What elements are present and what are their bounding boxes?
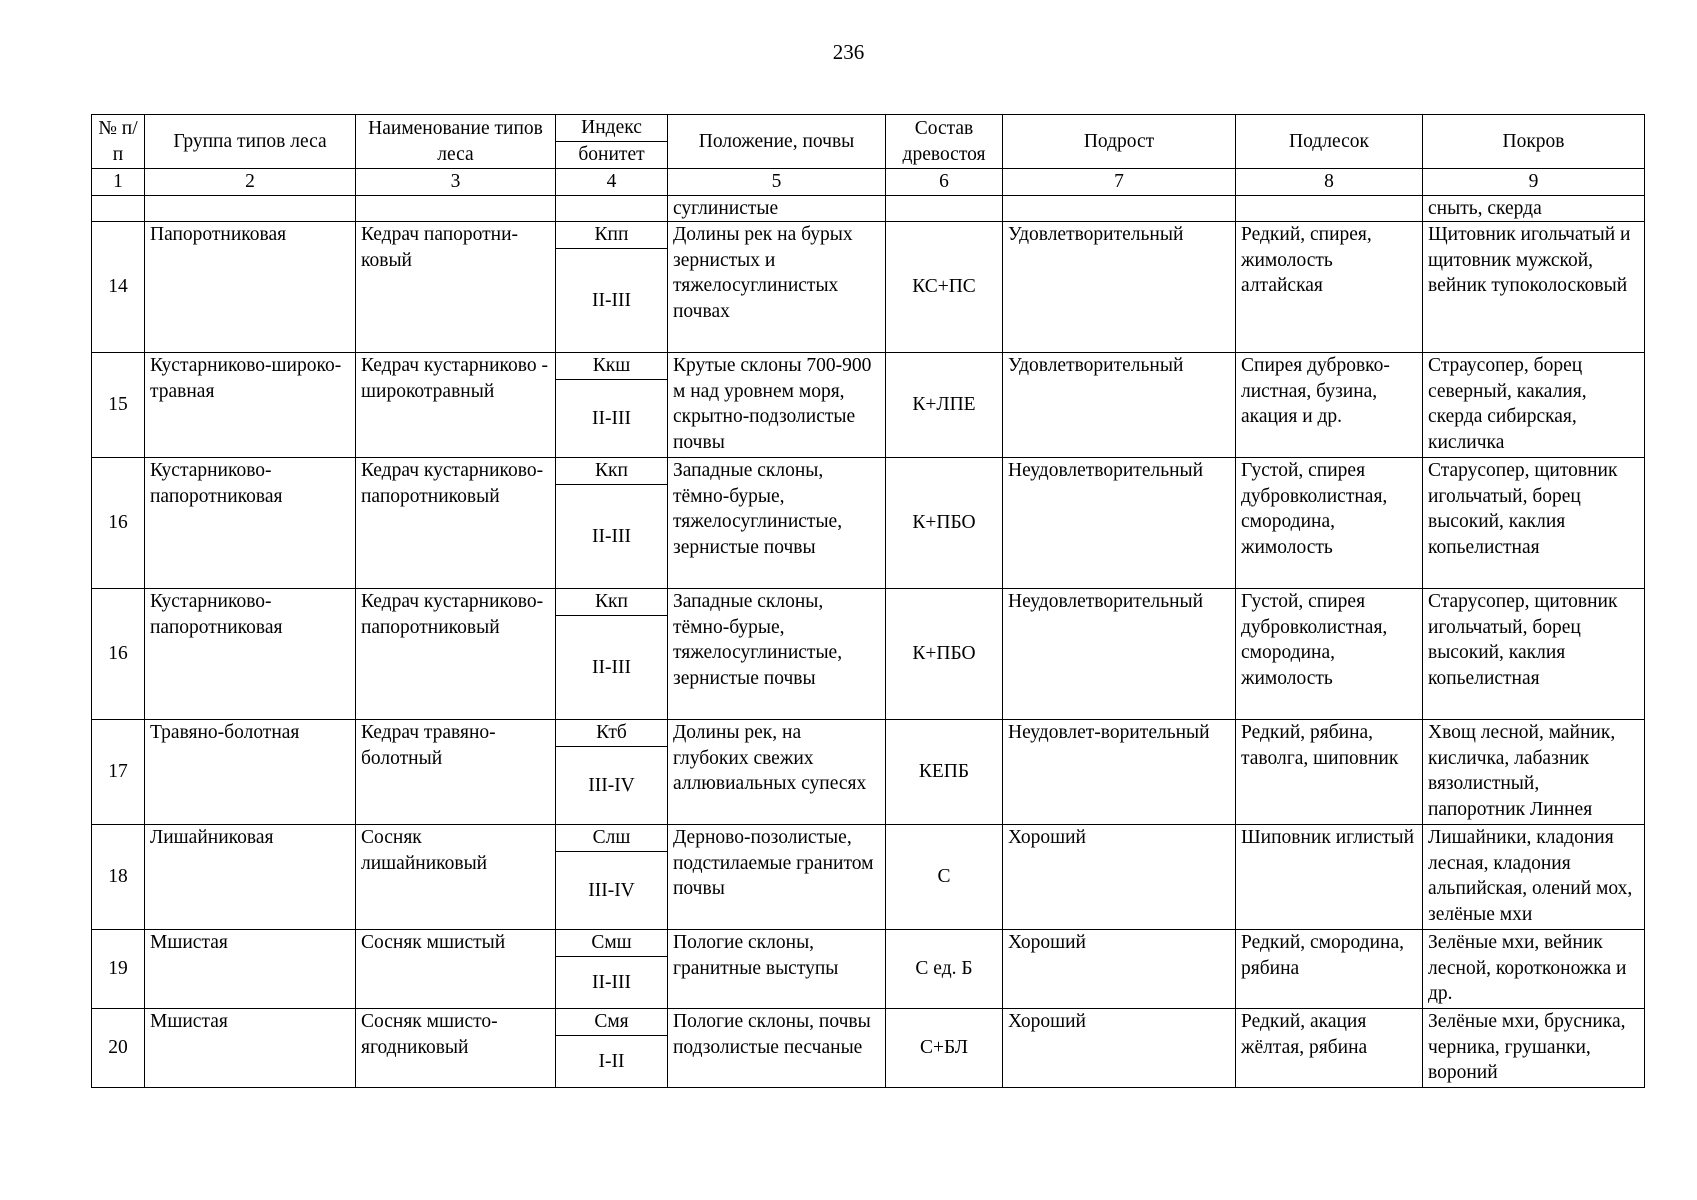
stand-composition: С	[886, 825, 1003, 930]
header-name: Наименование типов леса	[356, 115, 556, 169]
type-index: Кпп	[556, 222, 668, 249]
column-number: 8	[1236, 169, 1423, 196]
undergrowth: Неудовлетворительный	[1003, 589, 1236, 720]
position-soil: Западные склоны, тёмно-бурые, тяжелосуглинистые, зернистые почвы	[668, 458, 886, 589]
column-number: 1	[92, 169, 145, 196]
position-soil: Пологие склоны, гранитные выступы	[668, 930, 886, 1009]
bonitet: II-III	[556, 957, 668, 1009]
underbrush: Редкий, рябина, таволга, шиповник	[1236, 720, 1423, 825]
header-bonitet: бонитет	[556, 142, 668, 169]
stand-composition: С+БЛ	[886, 1009, 1003, 1088]
ground-cover: Зелёные мхи, вейник лесной, коротконожка и др.	[1423, 930, 1645, 1009]
type-index: Ккп	[556, 589, 668, 616]
forest-type-name: Кедрач папоротни-ковый	[356, 222, 556, 353]
position-soil: Долины рек на бурых зернистых и тяжелосуглинистых почвах	[668, 222, 886, 353]
header-underbrush: Подлесок	[1236, 115, 1423, 169]
row-number: 15	[92, 353, 145, 458]
table-row	[92, 825, 1645, 852]
underbrush: Спирея дубровко-листная, бузина, акация и др.	[1236, 353, 1423, 458]
bonitet: I-II	[556, 1036, 668, 1088]
table-row	[92, 720, 1645, 747]
row-number: 18	[92, 825, 145, 930]
forest-group: Мшистая	[145, 930, 356, 1009]
page-number: 236	[832, 40, 865, 64]
row-number: 14	[92, 222, 145, 353]
position-soil: Пологие склоны, почвы подзолистые песчаные	[668, 1009, 886, 1088]
undergrowth: Хороший	[1003, 1009, 1236, 1088]
forest-type-name: Кедрач кустарниково - широкотравный	[356, 353, 556, 458]
type-index: Слш	[556, 825, 668, 852]
forest-type-name: Кедрач кустарниково-папоротниковый	[356, 458, 556, 589]
undergrowth: Удовлетворительный	[1003, 222, 1236, 353]
stand-composition: К+ПБО	[886, 589, 1003, 720]
bonitet: III-IV	[556, 747, 668, 825]
bonitet: II-III	[556, 485, 668, 589]
row-number: 20	[92, 1009, 145, 1088]
row-number: 16	[92, 589, 145, 720]
stand-composition: К+ПБО	[886, 458, 1003, 589]
header-position: Положение, почвы	[668, 115, 886, 169]
stand-composition: КС+ПС	[886, 222, 1003, 353]
header-undergrowth: Подрост	[1003, 115, 1236, 169]
type-index: Ккп	[556, 458, 668, 485]
ground-cover: Страусопер, борец северный, какалия, скерда сибирская, кисличка	[1423, 353, 1645, 458]
table-row	[92, 353, 1645, 380]
underbrush: Редкий, акация жёлтая, рябина	[1236, 1009, 1423, 1088]
undergrowth: Хороший	[1003, 825, 1236, 930]
stand-composition: С ед. Б	[886, 930, 1003, 1009]
table-row	[92, 1009, 1645, 1036]
undergrowth: Хороший	[1003, 930, 1236, 1009]
forest-group: Кустарниково-папоротниковая	[145, 589, 356, 720]
forest-type-name: Сосняк мшистый	[356, 930, 556, 1009]
header-index: Индекс	[556, 115, 668, 142]
forest-group: Кустарниково-широко-травная	[145, 353, 356, 458]
row-number: 17	[92, 720, 145, 825]
column-number: 2	[145, 169, 356, 196]
forest-type-name: Кедрач травяно-болотный	[356, 720, 556, 825]
undergrowth: Неудовлет-ворительный	[1003, 720, 1236, 825]
undergrowth: Удовлетворительный	[1003, 353, 1236, 458]
forest-type-name: Кедрач кустарниково-папоротниковый	[356, 589, 556, 720]
type-index: Ктб	[556, 720, 668, 747]
table-row	[92, 222, 1645, 249]
underbrush: Шиповник иглистый	[1236, 825, 1423, 930]
bonitet: II-III	[556, 380, 668, 458]
header-composition: Состав древостоя	[886, 115, 1003, 169]
ground-cover: Лишайники, кладония лесная, кладония альпийская, олений мох, зелёные мхи	[1423, 825, 1645, 930]
underbrush: Густой, спирея дубровколистная, смородина, жимолость	[1236, 589, 1423, 720]
position-soil: Западные склоны, тёмно-бурые, тяжелосуглинистые, зернистые почвы	[668, 589, 886, 720]
forest-type-name: Сосняк лишайниковый	[356, 825, 556, 930]
underbrush: Редкий, спирея, жимолость алтайская	[1236, 222, 1423, 353]
column-number: 4	[556, 169, 668, 196]
stand-composition: КЕПБ	[886, 720, 1003, 825]
type-index: Смя	[556, 1009, 668, 1036]
header-group: Группа типов леса	[145, 115, 356, 169]
column-number: 9	[1423, 169, 1645, 196]
underbrush: Редкий, смородина, рябина	[1236, 930, 1423, 1009]
table-row	[92, 930, 1645, 957]
bonitet: III-IV	[556, 852, 668, 930]
ground-cover: Старусопер, щитовник игольчатый, борец высокий, каклия копьелистная	[1423, 458, 1645, 589]
forest-group: Папоротниковая	[145, 222, 356, 353]
table-row	[92, 458, 1645, 485]
position-soil: Долины рек, на глубоких свежих аллювиальных супесях	[668, 720, 886, 825]
stand-composition: К+ЛПЕ	[886, 353, 1003, 458]
row-number: 19	[92, 930, 145, 1009]
header-cover: Покров	[1423, 115, 1645, 169]
continuation-row	[92, 195, 1645, 222]
type-index: Ккш	[556, 353, 668, 380]
row-number: 16	[92, 458, 145, 589]
header-num: № п/п	[92, 115, 145, 169]
position-soil: Дерново-позолистые, подстилаемые гранитом почвы	[668, 825, 886, 930]
column-number: 3	[356, 169, 556, 196]
continuation-position: суглинистые	[668, 195, 886, 222]
ground-cover: Зелёные мхи, брусника, черника, грушанки, вороний	[1423, 1009, 1645, 1088]
continuation-cover: сныть, скерда	[1423, 195, 1645, 222]
forest-group: Травяно-болотная	[145, 720, 356, 825]
table-row	[92, 589, 1645, 616]
ground-cover: Хвощ лесной, майник, кисличка, лабазник вязолистный, папоротник Линнея	[1423, 720, 1645, 825]
underbrush: Густой, спирея дубровколистная, смородина, жимолость	[1236, 458, 1423, 589]
column-number: 7	[1003, 169, 1236, 196]
forest-group: Кустарниково-папоротниковая	[145, 458, 356, 589]
type-index: Смш	[556, 930, 668, 957]
forest-type-name: Сосняк мшисто-ягодниковый	[356, 1009, 556, 1088]
position-soil: Крутые склоны 700-900 м над уровнем моря, скрытно-подзолистые почвы	[668, 353, 886, 458]
column-number: 6	[886, 169, 1003, 196]
bonitet: II-III	[556, 249, 668, 353]
ground-cover: Старусопер, щитовник игольчатый, борец высокий, каклия копьелистная	[1423, 589, 1645, 720]
forest-group: Лишайниковая	[145, 825, 356, 930]
ground-cover: Щитовник игольчатый и щитовник мужской, вейник тупоколосковый	[1423, 222, 1645, 353]
forest-group: Мшистая	[145, 1009, 356, 1088]
column-number: 5	[668, 169, 886, 196]
column-numbers-row	[92, 169, 1645, 196]
forest-types-table	[91, 114, 1645, 1088]
bonitet: II-III	[556, 616, 668, 720]
undergrowth: Неудовлетворительный	[1003, 458, 1236, 589]
